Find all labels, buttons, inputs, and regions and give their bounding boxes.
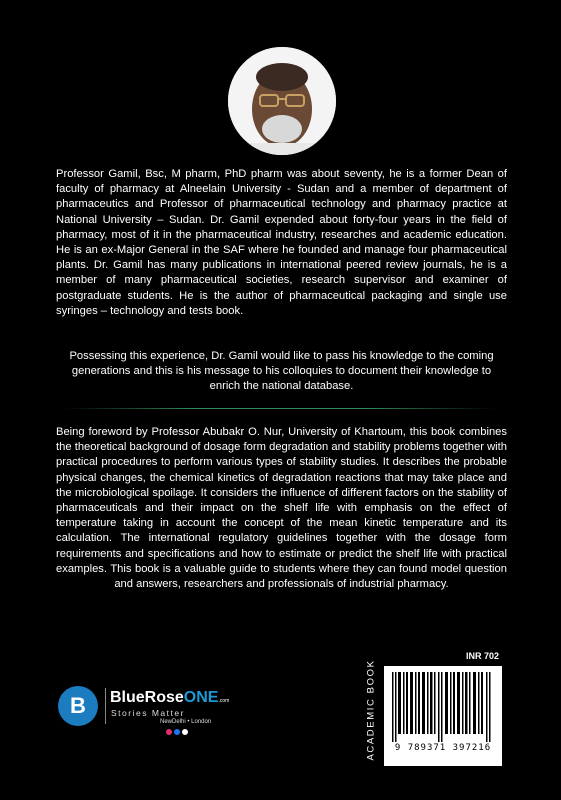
x-icon — [182, 729, 188, 735]
logo-separator — [105, 688, 106, 724]
isbn-barcode — [384, 666, 502, 766]
publisher-tagline: Stories Matter — [111, 708, 185, 718]
publisher-logo — [58, 686, 248, 746]
publisher-logo-mark: B — [58, 686, 98, 726]
book-blurb: Being foreword by Professor Abubakr O. Nur, University of Khartoum, this book combines the theoretical background of dosage form degradation and stability problems together with practical procedures to perform various types of stability studies. It describes the probable physical changes, the chemical kinetics of degradation reactions that may take place and the microbiological spoilage. It considers the influence of different factors on the stability of pharmaceuticals and their impact on the shelf life with emphasis on the effect of temperature taking in account the concept of the mean kinetic temperature and its calculation. The international regulatory guidelines together with the dosage form requirements and specifications and how to estimate or predict the shelf life with practical examples. This book is a valuable guide to students where they can found model question and answers, researchers and professionals of industrial pharmacy. — [56, 426, 507, 591]
instagram-icon — [166, 729, 172, 735]
price-label: INR 702 — [466, 651, 500, 661]
barcode-bars — [392, 672, 494, 742]
publisher-website: www.BlueRoseOne.com — [408, 754, 482, 761]
publisher-name: BlueRoseONE.com — [110, 689, 230, 706]
publisher-cities: NewDelhi • London — [160, 719, 212, 725]
isbn-number: 9 789371 397216 — [394, 743, 492, 753]
category-label: ACADEMIC BOOK — [365, 659, 377, 761]
facebook-icon — [174, 729, 180, 735]
author-message: Possessing this experience, Dr. Gamil would like to pass his knowledge to the coming generations and this is his message to his colloquies to document their knowledge to enrich the national database. — [69, 350, 494, 393]
section-divider — [64, 408, 496, 409]
author-bio: Professor Gamil, Bsc, M pharm, PhD pharm was about seventy, he is a former Dean of faculty of pharmacy at Alneelain University - Sudan and a member of department of pharmaceutics and Professor of pharmaceutical technology and pharmacy practice at National University – Sudan. Dr. Gamil expended about forty-four years in the field of pharmacy, most of it in the pharmaceutical industry, researches and academic education. He is an ex-Major General in the SAF where he founded and manage four pharmaceutical plants. Dr. Gamil has many publications in international peered review journals, he is a member of many pharmaceutical societies, research supervisor and examiner of postgraduate students. He is the author of pharmaceutical packaging and single use syringes – technology and tests book. — [56, 168, 507, 317]
author-portrait — [228, 47, 336, 155]
social-icons — [166, 729, 188, 735]
